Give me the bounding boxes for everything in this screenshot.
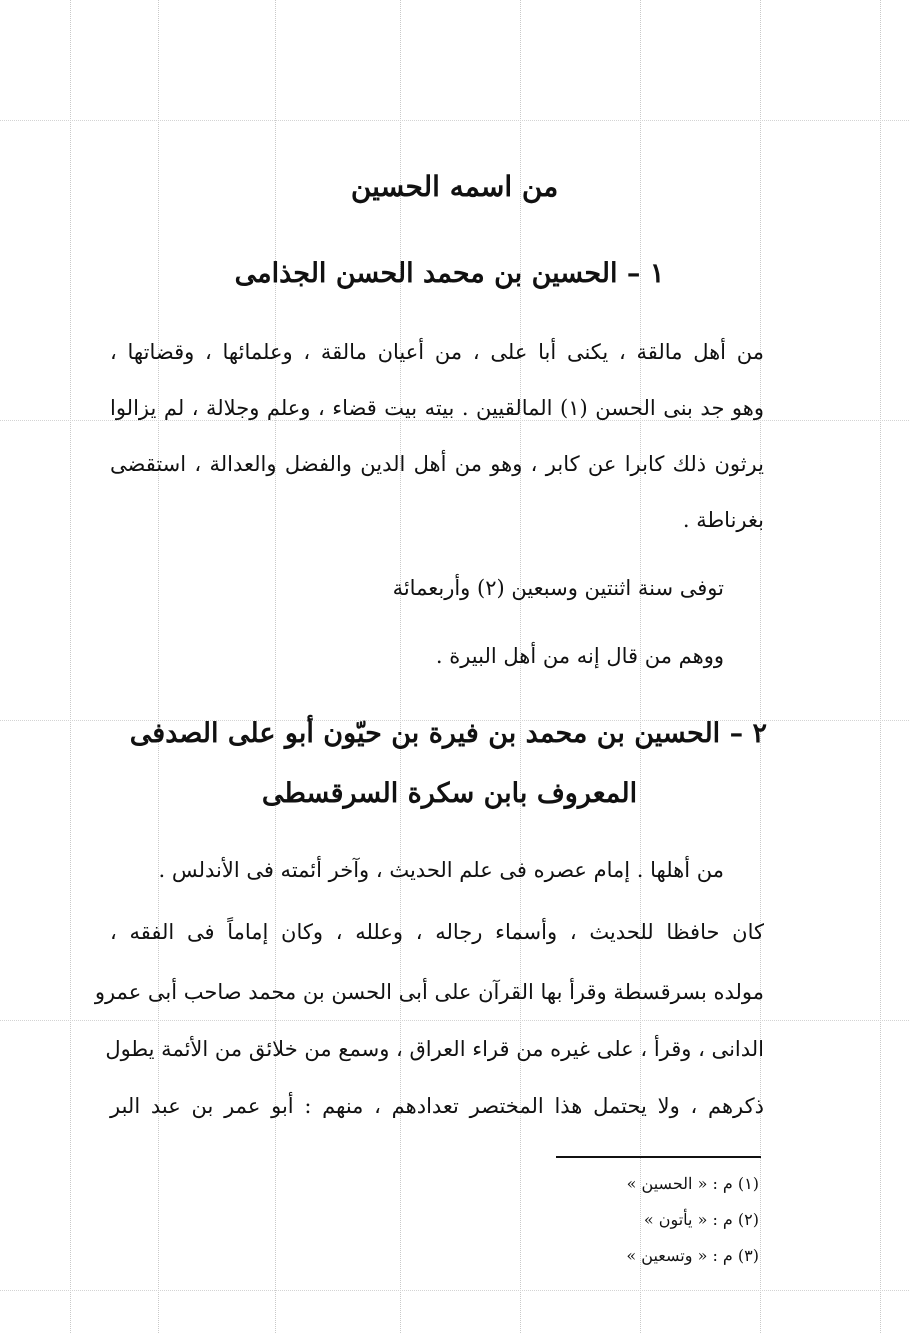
scan-grid-line (0, 1020, 909, 1021)
entry-1-line-1: من أهل مالقة ، يكنى أبا على ، من أعيان مالقة ، وعلمائها ، وقضاتها ، (110, 340, 764, 364)
entry-1-line-4: بغرناطة . (682, 508, 764, 532)
footnote-rule (556, 1156, 761, 1158)
section-title: من اسمه الحسين (350, 170, 559, 203)
entry-1-line-6: ووهم من قال إنه من أهل البيرة . (435, 644, 724, 668)
entry-2-line-3: مولده بسرقسطة وقرأ بها القرآن على أبى الحسن بن محمد صاحب أبى عمرو (94, 980, 764, 1004)
footnote-3: (٣) م : « وتسعين » (626, 1246, 759, 1265)
entry-2-heading: ٢ – الحسين بن محمد بن فيرة بن حيّون أبو على الصدفى (129, 718, 767, 749)
scan-grid-line (0, 1290, 909, 1291)
entry-1-line-5: توفى سنة اثنتين وسبعين (٢) وأربعمائة (392, 576, 724, 600)
entry-2-line-5: ذكرهم ، ولا يحتمل هذا المختصر تعدادهم ، منهم : أبو عمر بن عبد البر (110, 1094, 764, 1118)
scan-grid-line (0, 120, 909, 121)
entry-1-line-2: وهو جد بنى الحسن (١) المالقيين . بيته بيت قضاء ، وعلم وجلالة ، لم يزالوا (110, 396, 764, 420)
entry-1-line-3: يرثون ذلك كابرا عن كابر ، وهو من أهل الدين والفضل والعدالة ، استقضى (110, 452, 764, 476)
entry-2-subheading: المعروف بابن سكرة السرقسطى (261, 778, 638, 809)
entry-1-heading: ١ – الحسين بن محمد الحسن الجذامى (234, 258, 665, 289)
entry-2-line-2: كان حافظا للحديث ، وأسماء رجاله ، وعلله ، وكان إماماً فى الفقه ، (110, 920, 764, 944)
footnote-2: (٢) م : « يأتون » (643, 1210, 759, 1229)
entry-2-line-4: الدانى ، وقرأ ، على غيره من قراء العراق ، وسمع من خلائق من الأئمة يطول (105, 1037, 764, 1061)
entry-2-line-1: من أهلها . إمام عصره فى علم الحديث ، وآخر أئمته فى الأندلس . (158, 858, 724, 882)
footnote-1: (١) م : « الحسين » (626, 1174, 759, 1193)
scan-grid-line (0, 420, 909, 421)
